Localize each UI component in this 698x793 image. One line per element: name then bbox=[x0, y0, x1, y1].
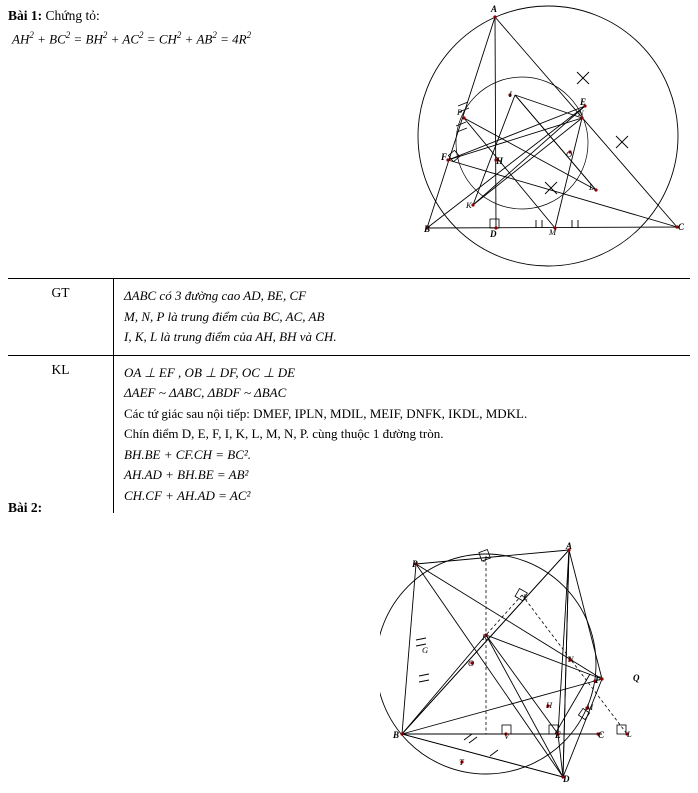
fig1-label-F: F bbox=[441, 152, 448, 162]
kl-line-6: AH.AD + BH.BE = AB² bbox=[124, 467, 249, 483]
kl-line-2: ΔAEF ~ ΔABC, ΔBDF ~ ΔBAC bbox=[124, 385, 287, 401]
fig1-label-B: B bbox=[424, 224, 431, 234]
fig2-label-T: T bbox=[459, 757, 464, 767]
kl-line-3: Các tứ giác sau nội tiếp: DMEF, IPLN, MDIL, MEIF, DNFK, IKDL, MDKL. bbox=[124, 405, 528, 421]
kl-label: KL bbox=[51, 361, 70, 377]
gt-content bbox=[113, 279, 690, 355]
fig1-label-K: K bbox=[466, 200, 472, 210]
kl-line-1: OA ⊥ EF , OB ⊥ DF, OC ⊥ DE bbox=[124, 364, 296, 380]
table-row-gt bbox=[8, 278, 690, 355]
fig2-label-C: C bbox=[598, 730, 605, 740]
fig1-label-N: N bbox=[578, 108, 584, 118]
gt-line-2: M, N, P là trung điểm của BC, AC, AB bbox=[124, 308, 325, 324]
kl-line-4: Chín điểm D, E, F, I, K, L, M, N, P. cùng thuộc 1 đường tròn. bbox=[124, 426, 444, 442]
fig1-label-A: A bbox=[491, 4, 498, 14]
gt-kl-table bbox=[8, 278, 690, 513]
table-row-kl bbox=[8, 355, 690, 514]
fig2-label-G: G bbox=[422, 645, 429, 655]
fig1-label-I: I bbox=[509, 89, 512, 99]
fig1-label-H: H bbox=[496, 156, 504, 166]
kl-content bbox=[113, 356, 690, 514]
bai1-heading-bold: Bài 1: bbox=[8, 8, 43, 23]
fig1-label-M: M bbox=[549, 227, 557, 237]
fig2-label-K: K bbox=[482, 632, 488, 642]
fig2-label-N: N bbox=[568, 654, 574, 664]
kl-line-7: CH.CF + AH.AD = AC² bbox=[124, 487, 251, 503]
fig1-label-C: C bbox=[678, 222, 685, 232]
fig2-label-J: J bbox=[483, 554, 487, 564]
fig1-label-D: D bbox=[490, 229, 497, 239]
fig1-label-O: O bbox=[566, 149, 573, 159]
bai2-heading: Bài 2: bbox=[8, 500, 43, 515]
figure-bai2 bbox=[380, 524, 670, 788]
kl-line-5: BH.BE + CF.CH = BC². bbox=[124, 446, 252, 462]
fig2-label-D: D bbox=[563, 774, 570, 784]
gt-label: GT bbox=[51, 285, 70, 300]
fig2-label-L2: L bbox=[627, 729, 632, 739]
fig2-label-E: E bbox=[555, 730, 562, 740]
fig2-label-H: H bbox=[546, 700, 553, 710]
fig2-label-F: F bbox=[595, 675, 602, 685]
fig2-label-Q: Q bbox=[633, 673, 640, 683]
fig2-label-V: V bbox=[504, 731, 510, 741]
fig2-label-B: B bbox=[393, 730, 400, 740]
gt-line-3: I, K, L là trung điểm của AH, BH và CH. bbox=[124, 329, 337, 345]
gt-line-1: ΔABC có 3 đường cao AD, BE, CF bbox=[124, 288, 307, 303]
fig1-label-L: L bbox=[589, 182, 594, 192]
fig2-label-M: M bbox=[586, 702, 594, 712]
bai1-equation: $AH^2 + BC^2 = BH^2 + AC^2 = CH^2 + AB^2 = 4R^2$ bbox=[12, 30, 252, 47]
fig2-label-A: A bbox=[566, 541, 573, 551]
fig2-label-O: O bbox=[468, 658, 475, 668]
bai1-heading-rest: Chứng tỏ: bbox=[42, 8, 100, 23]
bai1-heading bbox=[8, 8, 100, 24]
fig1-label-E: E bbox=[580, 97, 587, 107]
fig2-label-L: L bbox=[523, 592, 528, 602]
fig1-label-P: P bbox=[457, 107, 463, 117]
fig2-label-P: P bbox=[412, 559, 418, 569]
